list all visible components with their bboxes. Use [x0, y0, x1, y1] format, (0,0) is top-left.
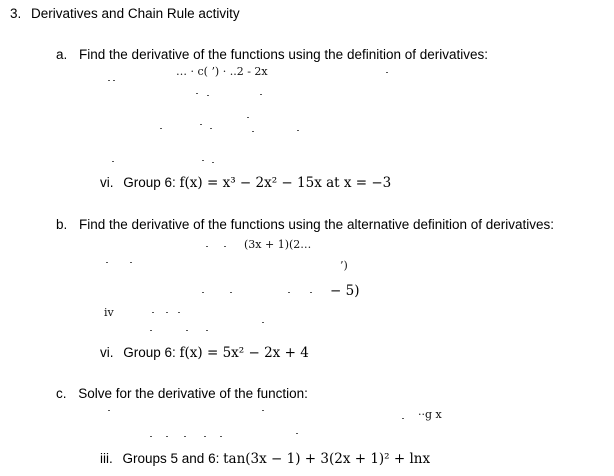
part-b-tick — [106, 262, 108, 263]
part-b-tick — [150, 330, 152, 331]
part-b-heading — [56, 217, 554, 233]
activity-title: Derivatives and Chain Rule activity — [31, 6, 240, 21]
part-c-item-iii — [100, 451, 430, 467]
part-a-item-vi-text: Group 6: — [123, 175, 180, 190]
part-a-letter: a. — [56, 47, 68, 62]
part-b-tick — [224, 246, 226, 247]
part-c-tick — [402, 418, 404, 419]
part-a-item-vi-math: f(x) = x³ − 2x² − 15x at x = −3 — [179, 175, 392, 191]
part-c-tick — [184, 436, 186, 437]
part-a-tick — [112, 161, 114, 162]
part-a-tick — [252, 131, 254, 132]
part-b-tick — [230, 292, 232, 293]
part-b-tick — [310, 292, 312, 293]
part-b-tick — [202, 292, 204, 293]
part-a-item-vi — [100, 175, 391, 191]
part-b-tick — [152, 312, 154, 313]
part-b-tick — [178, 312, 180, 313]
part-c-tick — [262, 410, 264, 411]
part-c-item-iii-label: iii. — [100, 451, 113, 466]
part-c-tick — [296, 433, 298, 434]
part-c-tick — [150, 436, 152, 437]
part-a-tick — [200, 124, 202, 125]
part-b-tick — [288, 292, 290, 293]
part-a-tick — [207, 95, 209, 96]
part-b-tick — [186, 330, 188, 331]
part-c-heading — [56, 386, 308, 402]
part-a-tick — [247, 117, 249, 118]
part-c-tick — [220, 436, 222, 437]
part-a-tick — [196, 93, 198, 94]
part-a-instruction: Find the derivative of the functions using the definition of derivatives: — [79, 47, 489, 62]
part-c-item-iii-math: tan(3x − 1) + 3(2x + 1)² + lnx — [223, 451, 431, 467]
part-c-fragment-log: ··g x — [418, 408, 442, 421]
part-a-heading — [56, 47, 488, 63]
part-c-item-iii-text: Groups 5 and 6: — [122, 451, 224, 466]
part-b-tick — [262, 322, 264, 323]
part-b-item-vi-label: vi. — [100, 345, 114, 360]
part-a-tick — [260, 94, 262, 95]
part-b-tick — [166, 312, 168, 313]
part-b-fragment-top: (3x + 1)(2… — [244, 238, 312, 251]
activity-heading — [10, 6, 240, 22]
part-a-tick — [212, 162, 214, 163]
part-c-instruction: Solve for the derivative of the function: — [78, 386, 308, 401]
part-b-item-vi — [100, 345, 309, 361]
part-c-tick — [166, 436, 168, 437]
part-a-item-vi-label: vi. — [100, 175, 114, 190]
part-a-tick — [210, 128, 212, 129]
part-a-tick — [113, 80, 115, 81]
part-b-tick — [206, 246, 208, 247]
part-b-letter: b. — [56, 217, 68, 232]
part-b-tick — [206, 330, 208, 331]
part-c-letter: c. — [56, 386, 67, 401]
part-a-fragment-top: … · c( ’) · ..2 - 2x — [176, 65, 268, 78]
part-b-fragment-iv: iv — [104, 306, 114, 319]
part-c-tick — [204, 436, 206, 437]
part-a-tick — [297, 130, 299, 131]
part-a-tick — [160, 128, 162, 129]
part-b-fragment-mid: − 5) — [330, 283, 360, 299]
part-b-fragment-paren: ’) — [340, 259, 348, 272]
part-b-item-vi-math: f(x) = 5x² − 2x + 4 — [179, 345, 309, 361]
part-b-item-vi-text: Group 6: — [123, 345, 180, 360]
activity-number: 3. — [10, 6, 22, 21]
part-b-tick — [130, 262, 132, 263]
part-a-tick — [202, 160, 204, 161]
part-b-instruction: Find the derivative of the functions using the alternative definition of derivatives: — [79, 217, 555, 232]
part-c-tick — [108, 410, 110, 411]
part-a-tick — [108, 80, 110, 81]
part-a-tick — [386, 72, 388, 73]
